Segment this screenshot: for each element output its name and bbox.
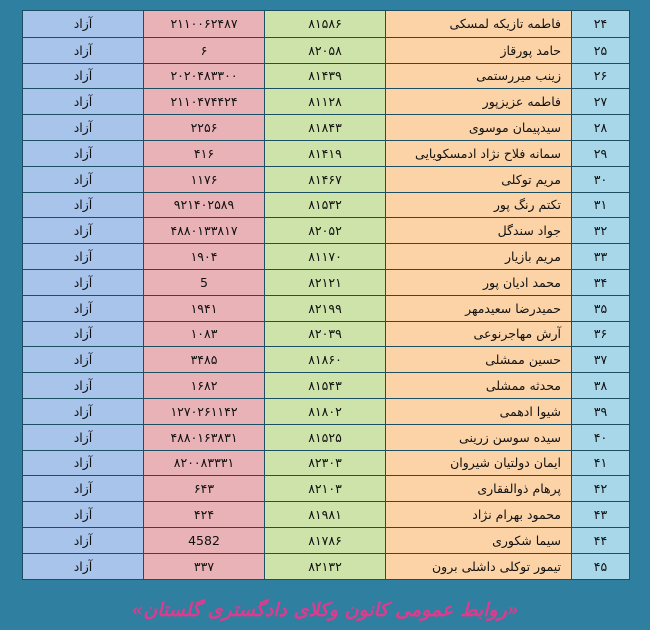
- code-cell: ۸۲۳۰۳: [264, 451, 385, 476]
- code-cell: ۸۱۸۴۳: [264, 115, 385, 140]
- table-row: [23, 114, 629, 140]
- code-cell: ۸۲۰۵۲: [264, 218, 385, 243]
- status-cell: آزاد: [23, 502, 143, 527]
- phone-cell: ۳۳۷: [143, 554, 264, 579]
- members-table: [22, 10, 630, 580]
- code-cell: ۸۱۵۲۵: [264, 425, 385, 450]
- table-row: [23, 192, 629, 218]
- name-cell: تیمور توکلی داشلی برون: [385, 554, 571, 579]
- status-cell: آزاد: [23, 476, 143, 501]
- name-cell: تکتم رنگ پور: [385, 193, 571, 218]
- row-number-cell: ۳۹: [571, 399, 629, 424]
- name-cell: ایمان دولتیان شیروان: [385, 451, 571, 476]
- table-row: [23, 450, 629, 476]
- row-number-cell: ۳۳: [571, 244, 629, 269]
- table-row: [23, 527, 629, 553]
- row-number-cell: ۲۸: [571, 115, 629, 140]
- table-row: [23, 398, 629, 424]
- name-cell: محمد ادیان پور: [385, 270, 571, 295]
- row-number-cell: ۴۵: [571, 554, 629, 579]
- status-cell: آزاد: [23, 399, 143, 424]
- name-cell: سیما شکوری: [385, 528, 571, 553]
- name-cell: سیدپیمان موسوی: [385, 115, 571, 140]
- status-cell: آزاد: [23, 322, 143, 347]
- row-number-cell: ۳۱: [571, 193, 629, 218]
- name-cell: شیوا ادهمی: [385, 399, 571, 424]
- phone-cell: ۱۹۴۱: [143, 296, 264, 321]
- code-cell: ۸۱۱۷۰: [264, 244, 385, 269]
- name-cell: زینب میررستمی: [385, 64, 571, 89]
- row-number-cell: ۲۵: [571, 38, 629, 63]
- status-cell: آزاد: [23, 347, 143, 372]
- phone-cell: ۱۲۷۰۲۶۱۱۴۲: [143, 399, 264, 424]
- phone-cell: ۹۲۱۴۰۲۵۸۹: [143, 193, 264, 218]
- row-number-cell: ۲۶: [571, 64, 629, 89]
- status-cell: آزاد: [23, 11, 143, 37]
- row-number-cell: ۳۶: [571, 322, 629, 347]
- code-cell: ۸۱۸۰۲: [264, 399, 385, 424]
- table-row: [23, 88, 629, 114]
- table-row: [23, 11, 629, 37]
- code-cell: ۸۱۴۶۷: [264, 167, 385, 192]
- name-cell: پرهام ذوالفقاری: [385, 476, 571, 501]
- row-number-cell: ۳۰: [571, 167, 629, 192]
- code-cell: ۸۲۱۹۹: [264, 296, 385, 321]
- phone-cell: ۴۸۸۰۱۳۳۸۱۷: [143, 218, 264, 243]
- phone-cell: ۱۰۸۳: [143, 322, 264, 347]
- code-cell: ۸۲۰۵۸: [264, 38, 385, 63]
- status-cell: آزاد: [23, 89, 143, 114]
- phone-cell: ۶: [143, 38, 264, 63]
- row-number-cell: ۴۰: [571, 425, 629, 450]
- row-number-cell: ۳۵: [571, 296, 629, 321]
- code-cell: ۸۱۸۶۰: [264, 347, 385, 372]
- status-cell: آزاد: [23, 115, 143, 140]
- name-cell: محمود بهرام نژاد: [385, 502, 571, 527]
- name-cell: فاطمه عزیزپور: [385, 89, 571, 114]
- row-number-cell: ۲۴: [571, 11, 629, 37]
- table-row: [23, 166, 629, 192]
- table-row: [23, 269, 629, 295]
- table-row: [23, 243, 629, 269]
- row-number-cell: ۴۲: [571, 476, 629, 501]
- row-number-cell: ۴۴: [571, 528, 629, 553]
- name-cell: حامد پورقاز: [385, 38, 571, 63]
- status-cell: آزاد: [23, 64, 143, 89]
- row-number-cell: ۳۷: [571, 347, 629, 372]
- row-number-cell: ۴۱: [571, 451, 629, 476]
- phone-cell: ۱۹۰۴: [143, 244, 264, 269]
- code-cell: ۸۲۱۰۳: [264, 476, 385, 501]
- code-cell: ۸۲۱۳۲: [264, 554, 385, 579]
- phone-cell: ۱۱۷۶: [143, 167, 264, 192]
- table-row: [23, 346, 629, 372]
- code-cell: ۸۱۵۸۶: [264, 11, 385, 37]
- phone-cell: ۲۱۱۰۰۶۲۴۸۷: [143, 11, 264, 37]
- name-cell: سمانه فلاح نژاد ادمسکویایی: [385, 141, 571, 166]
- name-cell: حسین ممشلی: [385, 347, 571, 372]
- phone-cell: ۳۴۸۵: [143, 347, 264, 372]
- code-cell: ۸۱۴۱۹: [264, 141, 385, 166]
- table-row: [23, 475, 629, 501]
- table-row: [23, 553, 629, 579]
- table-row: [23, 321, 629, 347]
- status-cell: آزاد: [23, 296, 143, 321]
- code-cell: ۸۲۰۳۹: [264, 322, 385, 347]
- code-cell: ۸۱۹۸۱: [264, 502, 385, 527]
- phone-cell: 4582: [143, 528, 264, 553]
- table-row: [23, 372, 629, 398]
- footer-caption: «روابط عمومی کانون وکلای دادگستری گلستان»: [131, 599, 519, 621]
- table-row: [23, 501, 629, 527]
- table-row: [23, 217, 629, 243]
- status-cell: آزاد: [23, 244, 143, 269]
- row-number-cell: ۳۲: [571, 218, 629, 243]
- table-row: [23, 63, 629, 89]
- phone-cell: ۴۱۶: [143, 141, 264, 166]
- table-row: [23, 140, 629, 166]
- phone-cell: ۸۲۰۰۸۳۳۳۱: [143, 451, 264, 476]
- code-cell: ۸۱۷۸۶: [264, 528, 385, 553]
- phone-cell: ۴۲۴: [143, 502, 264, 527]
- code-cell: ۸۱۴۳۹: [264, 64, 385, 89]
- status-cell: آزاد: [23, 167, 143, 192]
- status-cell: آزاد: [23, 451, 143, 476]
- code-cell: ۸۲۱۲۱: [264, 270, 385, 295]
- phone-cell: ۲۱۱۰۴۷۴۴۲۴: [143, 89, 264, 114]
- phone-cell: ۲۲۵۶: [143, 115, 264, 140]
- phone-cell: ۱۶۸۲: [143, 373, 264, 398]
- status-cell: آزاد: [23, 528, 143, 553]
- status-cell: آزاد: [23, 554, 143, 579]
- table-row: [23, 37, 629, 63]
- row-number-cell: ۳۸: [571, 373, 629, 398]
- name-cell: فاطمه تازیکه لمسکی: [385, 11, 571, 37]
- status-cell: آزاد: [23, 425, 143, 450]
- name-cell: مریم بازیار: [385, 244, 571, 269]
- status-cell: آزاد: [23, 270, 143, 295]
- name-cell: جواد سندگل: [385, 218, 571, 243]
- status-cell: آزاد: [23, 218, 143, 243]
- phone-cell: ۴۸۸۰۱۶۳۸۳۱: [143, 425, 264, 450]
- code-cell: ۸۱۵۴۳: [264, 373, 385, 398]
- status-cell: آزاد: [23, 141, 143, 166]
- row-number-cell: ۴۳: [571, 502, 629, 527]
- table-row: [23, 295, 629, 321]
- status-cell: آزاد: [23, 373, 143, 398]
- name-cell: حمیدرضا سعیدمهر: [385, 296, 571, 321]
- name-cell: مریم توکلی: [385, 167, 571, 192]
- status-cell: آزاد: [23, 38, 143, 63]
- row-number-cell: ۳۴: [571, 270, 629, 295]
- name-cell: محدثه ممشلی: [385, 373, 571, 398]
- code-cell: ۸۱۱۲۸: [264, 89, 385, 114]
- row-number-cell: ۲۹: [571, 141, 629, 166]
- code-cell: ۸۱۵۳۲: [264, 193, 385, 218]
- phone-cell: ۲۰۲۰۴۸۳۳۰۰: [143, 64, 264, 89]
- name-cell: سیده سوسن زرینی: [385, 425, 571, 450]
- phone-cell: ۶۴۳: [143, 476, 264, 501]
- row-number-cell: ۲۷: [571, 89, 629, 114]
- name-cell: آرش مهاجرنوعی: [385, 322, 571, 347]
- status-cell: آزاد: [23, 193, 143, 218]
- phone-cell: 5: [143, 270, 264, 295]
- table-row: [23, 424, 629, 450]
